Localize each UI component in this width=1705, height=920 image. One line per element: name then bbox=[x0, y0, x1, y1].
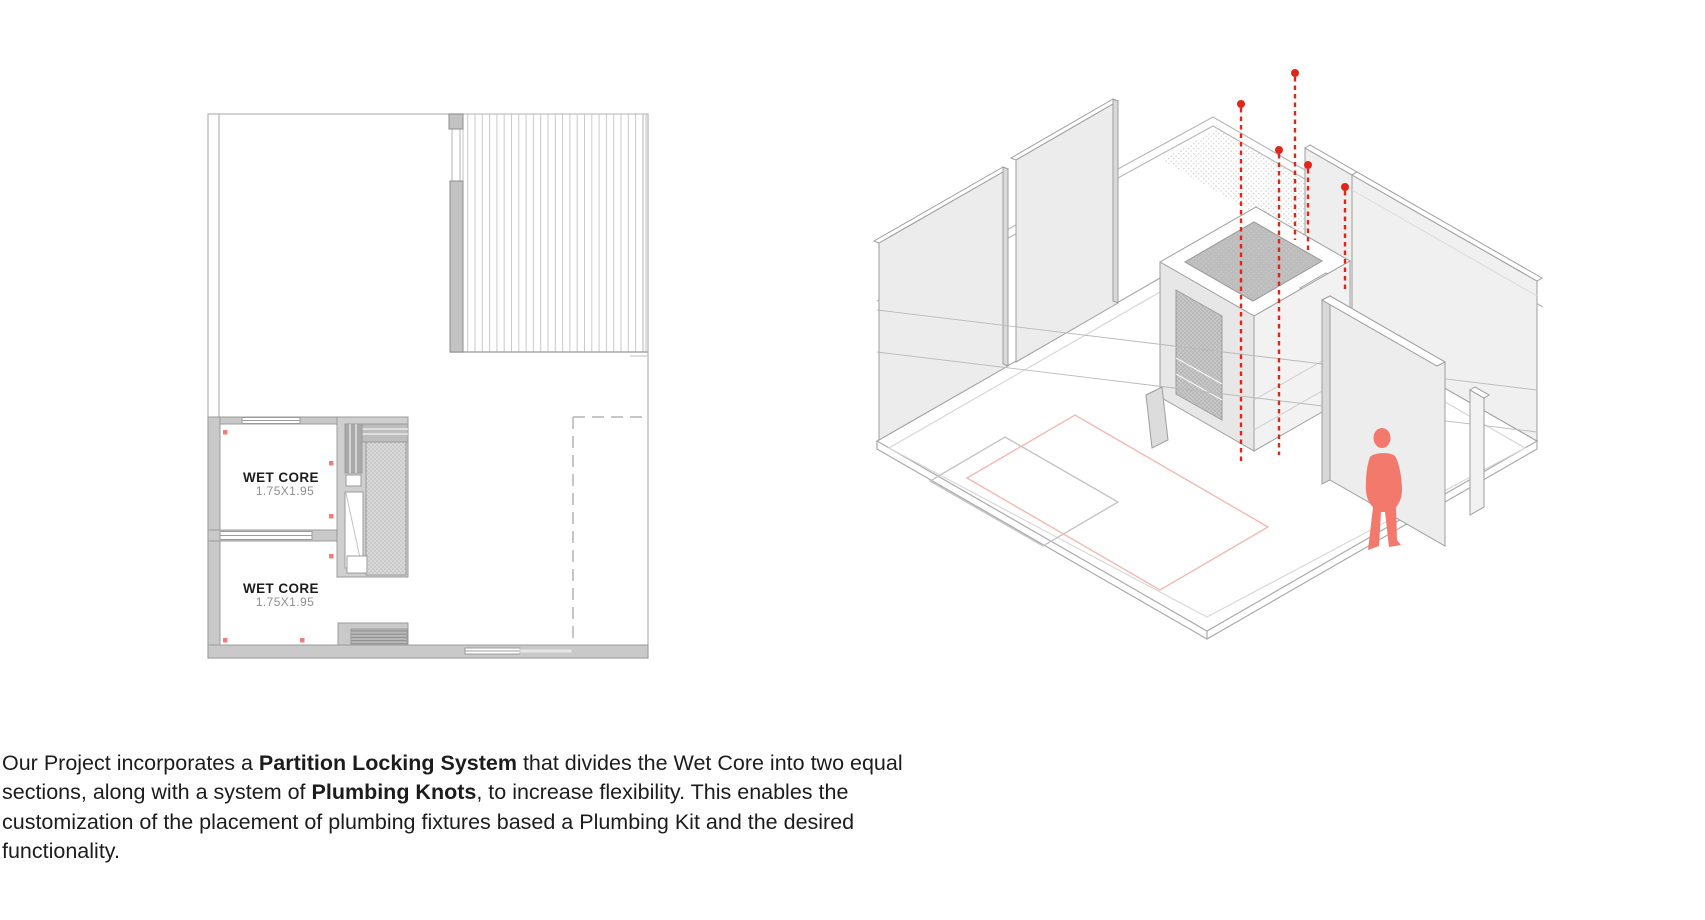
door-jamb bbox=[449, 114, 463, 129]
wet-core-walls bbox=[208, 417, 648, 658]
sliding-panel bbox=[450, 181, 463, 352]
deck-hatch-area bbox=[449, 114, 648, 356]
shaft-stipple bbox=[366, 442, 406, 575]
bottom-cabinet bbox=[338, 623, 408, 645]
room-2-dimensions: 1.75X1.95 bbox=[255, 595, 315, 609]
room-2-label: WET CORE bbox=[243, 581, 319, 596]
fixture-box-2 bbox=[347, 556, 367, 573]
partition-window bbox=[220, 532, 312, 540]
floor-plan-drawing bbox=[185, 95, 665, 670]
room-1-dimensions: 1.75X1.95 bbox=[255, 484, 315, 498]
plumbing-wall-block bbox=[337, 417, 408, 577]
window-bottom bbox=[465, 648, 572, 654]
room-1-label: WET CORE bbox=[243, 470, 319, 485]
fixture-box bbox=[346, 475, 361, 486]
caption-text: Our Project incorporates a Partition Locking System that divides the Wet Core into two equal sections, along with a system of Plumbing Knots, to increase flexibility. This enables the customization of the placement of plumbing fixtures based a Plumbing Kit and the desired functionality. bbox=[2, 750, 903, 863]
dashed-zone-outline bbox=[573, 417, 646, 645]
window-top bbox=[242, 418, 300, 424]
pipe-chase-left bbox=[345, 424, 362, 473]
axonometric-drawing bbox=[870, 40, 1550, 655]
